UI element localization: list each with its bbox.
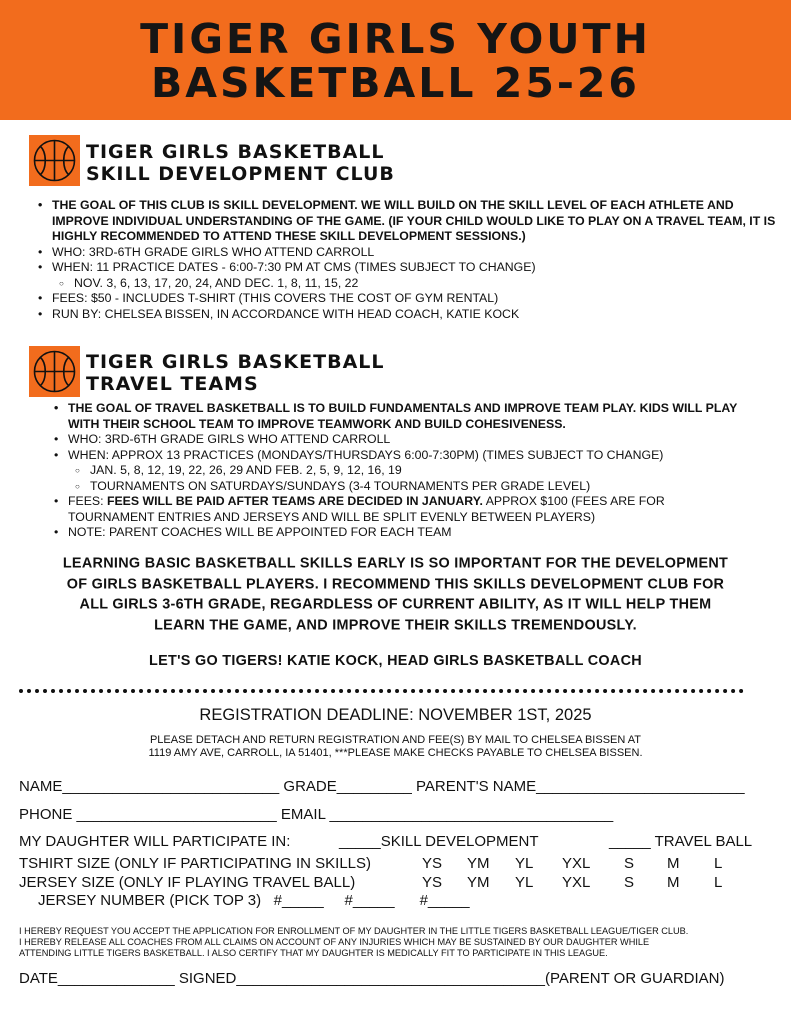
jersey-size-label: JERSEY SIZE (ONLY IF PLAYING TRAVEL BALL) xyxy=(19,874,356,891)
title-line1: TIGER GIRLS YOUTH xyxy=(140,15,651,63)
skills-heading-line1: TIGER GIRLS BASKETBALL xyxy=(86,141,385,163)
disclaimer-line: ATTENDING LITTLE TIGERS BASKETBALL. I ALSO CERTIFY THAT MY DAUGHTER IS MEDICALLY FIT TO PARTICIPATE IN THIS LEAGUE. xyxy=(19,948,608,958)
jersey-size-yl[interactable]: YL xyxy=(515,874,534,891)
travel-heading-line2: TRAVEL TEAMS xyxy=(86,373,259,395)
travel-ball-option[interactable]: _____ TRAVEL BALL xyxy=(609,833,753,850)
list-item: ○ TOURNAMENTS ON SATURDAYS/SUNDAYS (3-4 TOURNAMENTS PER GRADE LEVEL) xyxy=(54,479,744,495)
quote-line: LEARNING BASIC BASKETBALL SKILLS EARLY IS SO IMPORTANT FOR THE DEVELOPMENT xyxy=(62,555,729,572)
phone-email-fields[interactable]: PHONE ________________________ EMAIL __________________________________ xyxy=(19,806,614,823)
jersey-size-ym[interactable]: YM xyxy=(467,874,490,891)
instructions-line2: 1119 AMY AVE, CARROLL, IA 51401, ***PLEASE MAKE CHECKS PAYABLE TO CHELSEA BISSEN. xyxy=(148,747,643,759)
title-line2: BASKETBALL 25-26 xyxy=(151,59,640,107)
coach-signoff: LET'S GO TIGERS! KATIE KOCK, HEAD GIRLS BASKETBALL COACH xyxy=(149,652,642,670)
skills-list xyxy=(38,198,778,322)
coach-quote xyxy=(0,554,791,636)
jersey-size-s[interactable]: S xyxy=(624,874,635,891)
tshirt-size-ym[interactable]: YM xyxy=(467,855,490,872)
header-banner xyxy=(0,0,791,120)
list-item: • WHEN: APPROX 13 PRACTICES (MONDAYS/THURSDAYS 6:00-7:30PM) (TIMES SUBJECT TO CHANGE) xyxy=(54,448,744,464)
quote-line: ALL GIRLS 3-6TH GRADE, REGARDLESS OF CURRENT ABILITY, AS IT WILL HELP THEM xyxy=(79,596,712,613)
list-item: • FEES: $50 - INCLUDES T-SHIRT (THIS COVERS THE COST OF GYM RENTAL) xyxy=(38,291,778,307)
quote-line: OF GIRLS BASKETBALL PLAYERS. I RECOMMEND THIS SKILLS DEVELOPMENT CLUB FOR xyxy=(66,575,725,593)
list-item: • NOTE: PARENT COACHES WILL BE APPOINTED FOR EACH TEAM xyxy=(54,525,744,541)
jersey-size-l[interactable]: L xyxy=(714,874,723,891)
list-item: ○ NOV. 3, 6, 13, 17, 20, 24, AND DEC. 1, 8, 11, 15, 22 xyxy=(38,276,778,292)
registration-deadline: REGISTRATION DEADLINE: NOVEMBER 1ST, 2025 xyxy=(199,706,592,724)
list-item: • THE GOAL OF THIS CLUB IS SKILL DEVELOPMENT. WE WILL BUILD ON THE SKILL LEVEL OF EACH ATHLETE AND IMPROVE INDIVIDUAL UNDERSTANDING OF THE GAME. (IF YOUR CHILD WOULD LIKE TO PLAY ON A TRAVEL TEAM, IT IS HIGHLY RECOMMENDED TO ATTEND THESE SKILL DEVELOPMENT SESSIONS.) xyxy=(38,198,778,245)
disclaimer-line: I HEREBY RELEASE ALL COACHES FROM ALL CLAIMS ON ACCOUNT OF ANY INJURIES WHICH MAY BE SUSTAINED BY OUR DAUGHTER WHILE xyxy=(19,937,650,947)
participate-label: MY DAUGHTER WILL PARTICIPATE IN: xyxy=(19,833,291,850)
fees-rest: APPROX $100 (FEES ARE FOR TOURNAMENT ENTRIES AND JERSEYS AND WILL BE SPLIT EVENLY BETWEEN PLAYERS) xyxy=(68,494,665,524)
tshirt-size-yxl[interactable]: YXL xyxy=(562,855,591,872)
disclaimer xyxy=(19,926,779,959)
travel-heading-line1: TIGER GIRLS BASKETBALL xyxy=(86,351,385,373)
quote-line: LEARN THE GAME, AND IMPROVE THEIR SKILLS TREMENDOUSLY. xyxy=(154,616,637,634)
list-item: • THE GOAL OF TRAVEL BASKETBALL IS TO BUILD FUNDAMENTALS AND IMPROVE TEAM PLAY. KIDS WILL PLAY WITH THEIR SCHOOL TEAM TO IMPROVE TEAMWORK AND BUILD COHESIVENESS. xyxy=(54,401,744,432)
list-item: • WHO: 3RD-6TH GRADE GIRLS WHO ATTEND CARROLL xyxy=(38,245,778,261)
jersey-size-yxl[interactable]: YXL xyxy=(562,874,591,891)
name-grade-parent-fields[interactable]: NAME__________________________ GRADE_________ PARENT'S NAME_________________________ xyxy=(19,778,745,795)
tshirt-size-l[interactable]: L xyxy=(714,855,723,872)
date-signature-fields[interactable]: DATE______________ SIGNED_____________________________________(PARENT OR GUARDIAN) xyxy=(19,970,725,987)
detach-line xyxy=(19,689,744,693)
jersey-size-ys[interactable]: YS xyxy=(422,874,443,891)
fees-label: FEES: xyxy=(68,494,107,508)
tshirt-size-s[interactable]: S xyxy=(624,855,635,872)
list-item: • WHEN: 11 PRACTICE DATES - 6:00-7:30 PM AT CMS (TIMES SUBJECT TO CHANGE) xyxy=(38,260,778,276)
basketball-icon xyxy=(29,135,80,186)
list-item: ○ JAN. 5, 8, 12, 19, 22, 26, 29 AND FEB. 2, 5, 9, 12, 16, 19 xyxy=(54,463,744,479)
fees-bold: FEES WILL BE PAID AFTER TEAMS ARE DECIDED IN JANUARY. xyxy=(106,494,483,508)
jersey-size-m[interactable]: M xyxy=(667,874,680,891)
list-item: • RUN BY: CHELSEA BISSEN, IN ACCORDANCE WITH HEAD COACH, KATIE KOCK xyxy=(38,307,778,323)
skills-heading-line2: SKILL DEVELOPMENT CLUB xyxy=(86,163,395,185)
instructions-line1: PLEASE DETACH AND RETURN REGISTRATION AND FEE(S) BY MAIL TO CHELSEA BISSEN AT xyxy=(149,734,642,746)
list-item: • WHO: 3RD-6TH GRADE GIRLS WHO ATTEND CARROLL xyxy=(54,432,744,448)
tshirt-size-ys[interactable]: YS xyxy=(422,855,443,872)
disclaimer-line: I HEREBY REQUEST YOU ACCEPT THE APPLICATION FOR ENROLLMENT OF MY DAUGHTER IN THE LITTLE TIGERS BASKETBALL LEAGUE/TIGER CLUB. xyxy=(19,926,689,936)
travel-list xyxy=(54,401,744,541)
tshirt-size-yl[interactable]: YL xyxy=(515,855,534,872)
skill-development-option[interactable]: _____SKILL DEVELOPMENT xyxy=(339,833,539,850)
tshirt-size-label: TSHIRT SIZE (ONLY IF PARTICIPATING IN SKILLS) xyxy=(19,855,372,872)
tshirt-size-m[interactable]: M xyxy=(667,855,680,872)
basketball-icon xyxy=(29,346,80,397)
jersey-number-fields[interactable]: JERSEY NUMBER (PICK TOP 3) #_____ #_____ #_____ xyxy=(38,892,470,909)
list-item xyxy=(54,494,744,525)
